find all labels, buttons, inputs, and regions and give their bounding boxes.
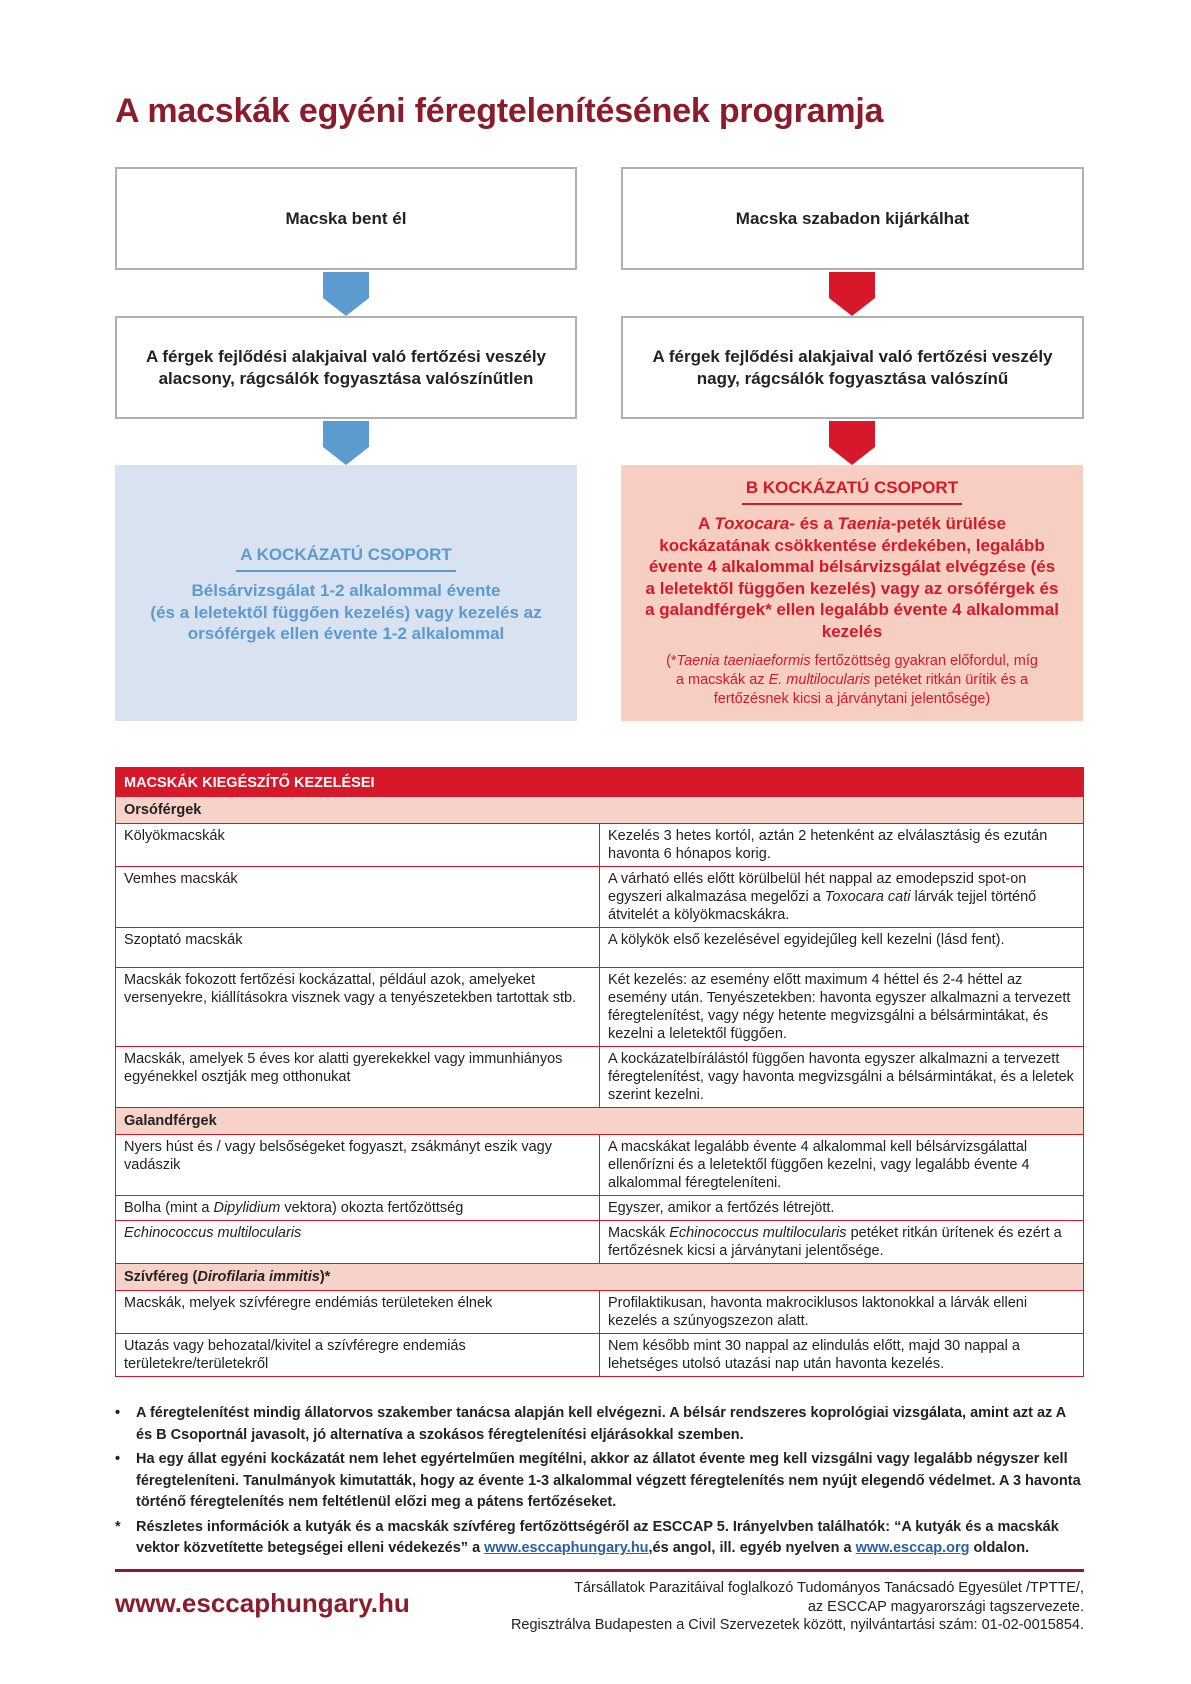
indoor-cat-box (115, 167, 577, 270)
risk-group-a (115, 465, 577, 721)
row-condition: Echinococcus multilocularis (116, 1221, 600, 1264)
row-treatment: Kezelés 3 hetes kortól, aztán 2 hetenként az elválasztásig és ezután havonta 6 hónapos korig. (600, 824, 1084, 867)
risk-b-line: A Toxocara- és a Taenia-peték ürülése (697, 514, 1007, 533)
high-risk-line: A férgek fejlődési alakjaival való fertőzési veszély (652, 346, 1053, 366)
row-condition: Utazás vagy behozatal/kivitel a szívféregre endemiás területekre/területekről (116, 1334, 600, 1377)
footnotes (115, 1403, 1085, 1563)
risk-group-b-heading: B KOCKÁZATÚ CSOPORT (742, 478, 962, 505)
footer-org-line: Társállatok Parazitáival foglalkozó Tudományos Tanácsadó Egyesület /TPTTE/, (574, 1580, 1084, 1596)
esccap-link[interactable]: www.esccap.org (855, 1540, 970, 1556)
high-risk-line: nagy, rágcsálók fogyasztása valószínű (696, 368, 1009, 388)
asterisk-icon: * (115, 1518, 121, 1535)
row-treatment: Egyszer, amikor a fertőzés létrejött. (600, 1196, 1084, 1221)
row-treatment: A kölykök első kezelésével egyidejűleg kell kezelni (lásd fent). (600, 928, 1084, 968)
row-condition: Nyers húst és / vagy belsőségeket fogyaszt, zsákmányt eszik vagy vadászik (116, 1135, 600, 1196)
footnote-item: * Részletes információk a kutyák és a macskák szívféreg fertőzöttségéről az ESCCAP 5. Irányelvben találhatók: “A kutyák és a macskák vektor közvetítette betegségei elleni védekezés” a www.esccaphungary.hu,és angol, ill. egyéb nyelven a www.esccap.org oldalon. (115, 1518, 1059, 1556)
table-row (116, 968, 1084, 1047)
row-condition: Szoptató macskák (116, 928, 600, 968)
bullet-icon: • (115, 1405, 121, 1421)
row-treatment: Két kezelés: az esemény előtt maximum 4 héttel és 2-4 héttel az esemény után. Tenyészetekben: havonta egyszer alkalmazni a tervezett féregtelenítést, vagy négy hetente megvizsgálni a bélsármintákat, és kezelni a leletektől függően. (600, 968, 1084, 1047)
section-roundworms: Orsóférgek (116, 797, 1084, 824)
risk-group-b-note: (*Taenia taeniaeformis fertőzöttség gyakran előfordul, míg a macskák az E. multilocularis petéket ritkán ürítik és a fertőzésnek kicsi a járványtani jelentősége) (666, 653, 1038, 707)
row-condition: Kölyökmacskák (116, 824, 600, 867)
row-treatment: Macskák Echinococcus multilocularis petéket ritkán ürítenek és ezért a fertőzésnek kicsi a járványtani jelentősége. (600, 1221, 1084, 1264)
section-heartworm: Szívféreg (Dirofilaria immitis)* (116, 1264, 1084, 1291)
table-row (116, 1291, 1084, 1334)
outdoor-cat-label: Macska szabadon kijárkálhat (735, 208, 970, 228)
risk-b-line: kockázatának csökkentése érdekében, legalább (659, 535, 1045, 555)
esccaphungary-link[interactable]: www.esccaphungary.hu (484, 1540, 649, 1556)
risk-a-line: orsóférgek ellen évente 1-2 alkalommal (187, 624, 505, 643)
footer-divider (115, 1569, 1084, 1572)
supplementary-treatments-table (115, 767, 1084, 1377)
low-risk-box (115, 316, 577, 419)
row-condition: Macskák fokozott fertőzési kockázattal, például azok, amelyeket versenyekre, kiállításokra visznek vagy a tenyészetekben tartottak stb. (116, 968, 600, 1047)
row-treatment: Nem később mint 30 nappal az elindulás előtt, majd 30 nappal a lehetséges utolsó utazási nap után havonta kezelés. (600, 1334, 1084, 1377)
page-title: A macskák egyéni féregtelenítésének programja (115, 92, 884, 130)
table-row (116, 1221, 1084, 1264)
footer-organization (484, 1579, 1084, 1635)
footer-website: www.esccaphungary.hu (115, 1588, 410, 1618)
risk-b-line: kezelés (821, 621, 883, 641)
table-row (116, 1334, 1084, 1377)
risk-b-line: a galandférgek* ellen legalább évente 4 alkalommal (645, 600, 1059, 619)
low-risk-line: A férgek fejlődési alakjaival való fertőzési veszély (145, 346, 546, 366)
low-risk-line: alacsony, rágcsálók fogyasztása valószínűtlen (158, 368, 534, 388)
bullet-icon: • (115, 1451, 121, 1467)
table-header: MACSKÁK KIEGÉSZÍTŐ KEZELÉSEI (116, 768, 1084, 797)
row-condition: Macskák, amelyek 5 éves kor alatti gyerekekkel vagy immunhiányos egyénekkel osztják meg otthonukat (116, 1047, 600, 1108)
table-row (116, 1135, 1084, 1196)
indoor-cat-label: Macska bent él (285, 208, 407, 228)
row-treatment: A macskákat legalább évente 4 alkalommal kell bélsárvizsgálattal ellenőrízni és a leletektől függően kezelni, vagy legalább évente 4 alkalommal féregteleníteni. (600, 1135, 1084, 1196)
risk-b-line: évente 4 alkalommal bélsárvizsgálat elvégzése (és (648, 557, 1056, 576)
risk-group-b-text (621, 513, 1083, 642)
risk-b-line: a leletektől függően kezelés) vagy az orsóférgek és (645, 578, 1059, 598)
row-condition: Bolha (mint a Dipylidium vektora) okozta fertőzöttség (116, 1196, 600, 1221)
footer-org-line: az ESCCAP magyarországi tagszervezete. (807, 1598, 1084, 1615)
table-row (116, 867, 1084, 928)
risk-a-line: Bélsárvizsgálat 1-2 alkalommal évente (191, 581, 501, 600)
table-row (116, 1047, 1084, 1108)
row-treatment: Profilaktikusan, havonta makrociklusos laktonokkal a lárvák elleni kezelés a szúnyogszezon alatt. (600, 1291, 1084, 1334)
footnote-item: • A féregtelenítést mindig állatorvos szakember tanácsa alapján kell elvégezni. A bélsár rendszeres koprológiai vizsgálata, amint azt az A és B Csoportnál javasolt, jó alternatíva a szokásos féregtelenítési eljárásokkal szemben. (115, 1405, 1066, 1443)
row-treatment: A kockázatelbírálástól függően havonta egyszer alkalmazni a tervezett féregtelenítést, vagy havonta megvizsgálni a bélsármintákat, és a leletek szerint kezelni. (600, 1047, 1084, 1108)
footnote-item: • Ha egy állat egyéni kockázatát nem lehet egyértelműen megítélni, akkor az állatot évente meg kell vizsgálni vagy legalább négyszer kell féregteleníteni. Tanulmányok kimutatták, hogy az évente 1-3 alkalommal végzett féregtelenítés nem nyújt elegendő védelmet. A 3 havonta történő féregtelenítés nem feltétlenül előzi meg a pátens fertőzéseket. (115, 1451, 1081, 1510)
risk-group-b (621, 465, 1083, 721)
outdoor-cat-box (621, 167, 1084, 270)
row-condition: Vemhes macskák (116, 867, 600, 928)
risk-group-a-text (115, 580, 577, 645)
row-treatment: A várható ellés előtt körülbelül hét nappal az emodepszid spot-on egyszeri alkalmazása megelőzi a Toxocara cati lárvák tejjel történő átvitelét a kölyökmacskákra. (600, 867, 1084, 928)
row-condition: Macskák, melyek szívféregre endémiás területeken élnek (116, 1291, 600, 1334)
table-row (116, 1196, 1084, 1221)
section-tapeworms: Galandférgek (116, 1108, 1084, 1135)
risk-a-line: (és a leletektől függően kezelés) vagy kezelés az (150, 602, 542, 622)
table-row (116, 824, 1084, 867)
high-risk-box (621, 316, 1084, 419)
footer-org-line: Regisztrálva Budapesten a Civil Szervezetek között, nyilvántartási szám: 01-02-0015854. (510, 1617, 1084, 1633)
table-row (116, 928, 1084, 968)
risk-group-a-heading: A KOCKÁZATÚ CSOPORT (236, 545, 456, 572)
